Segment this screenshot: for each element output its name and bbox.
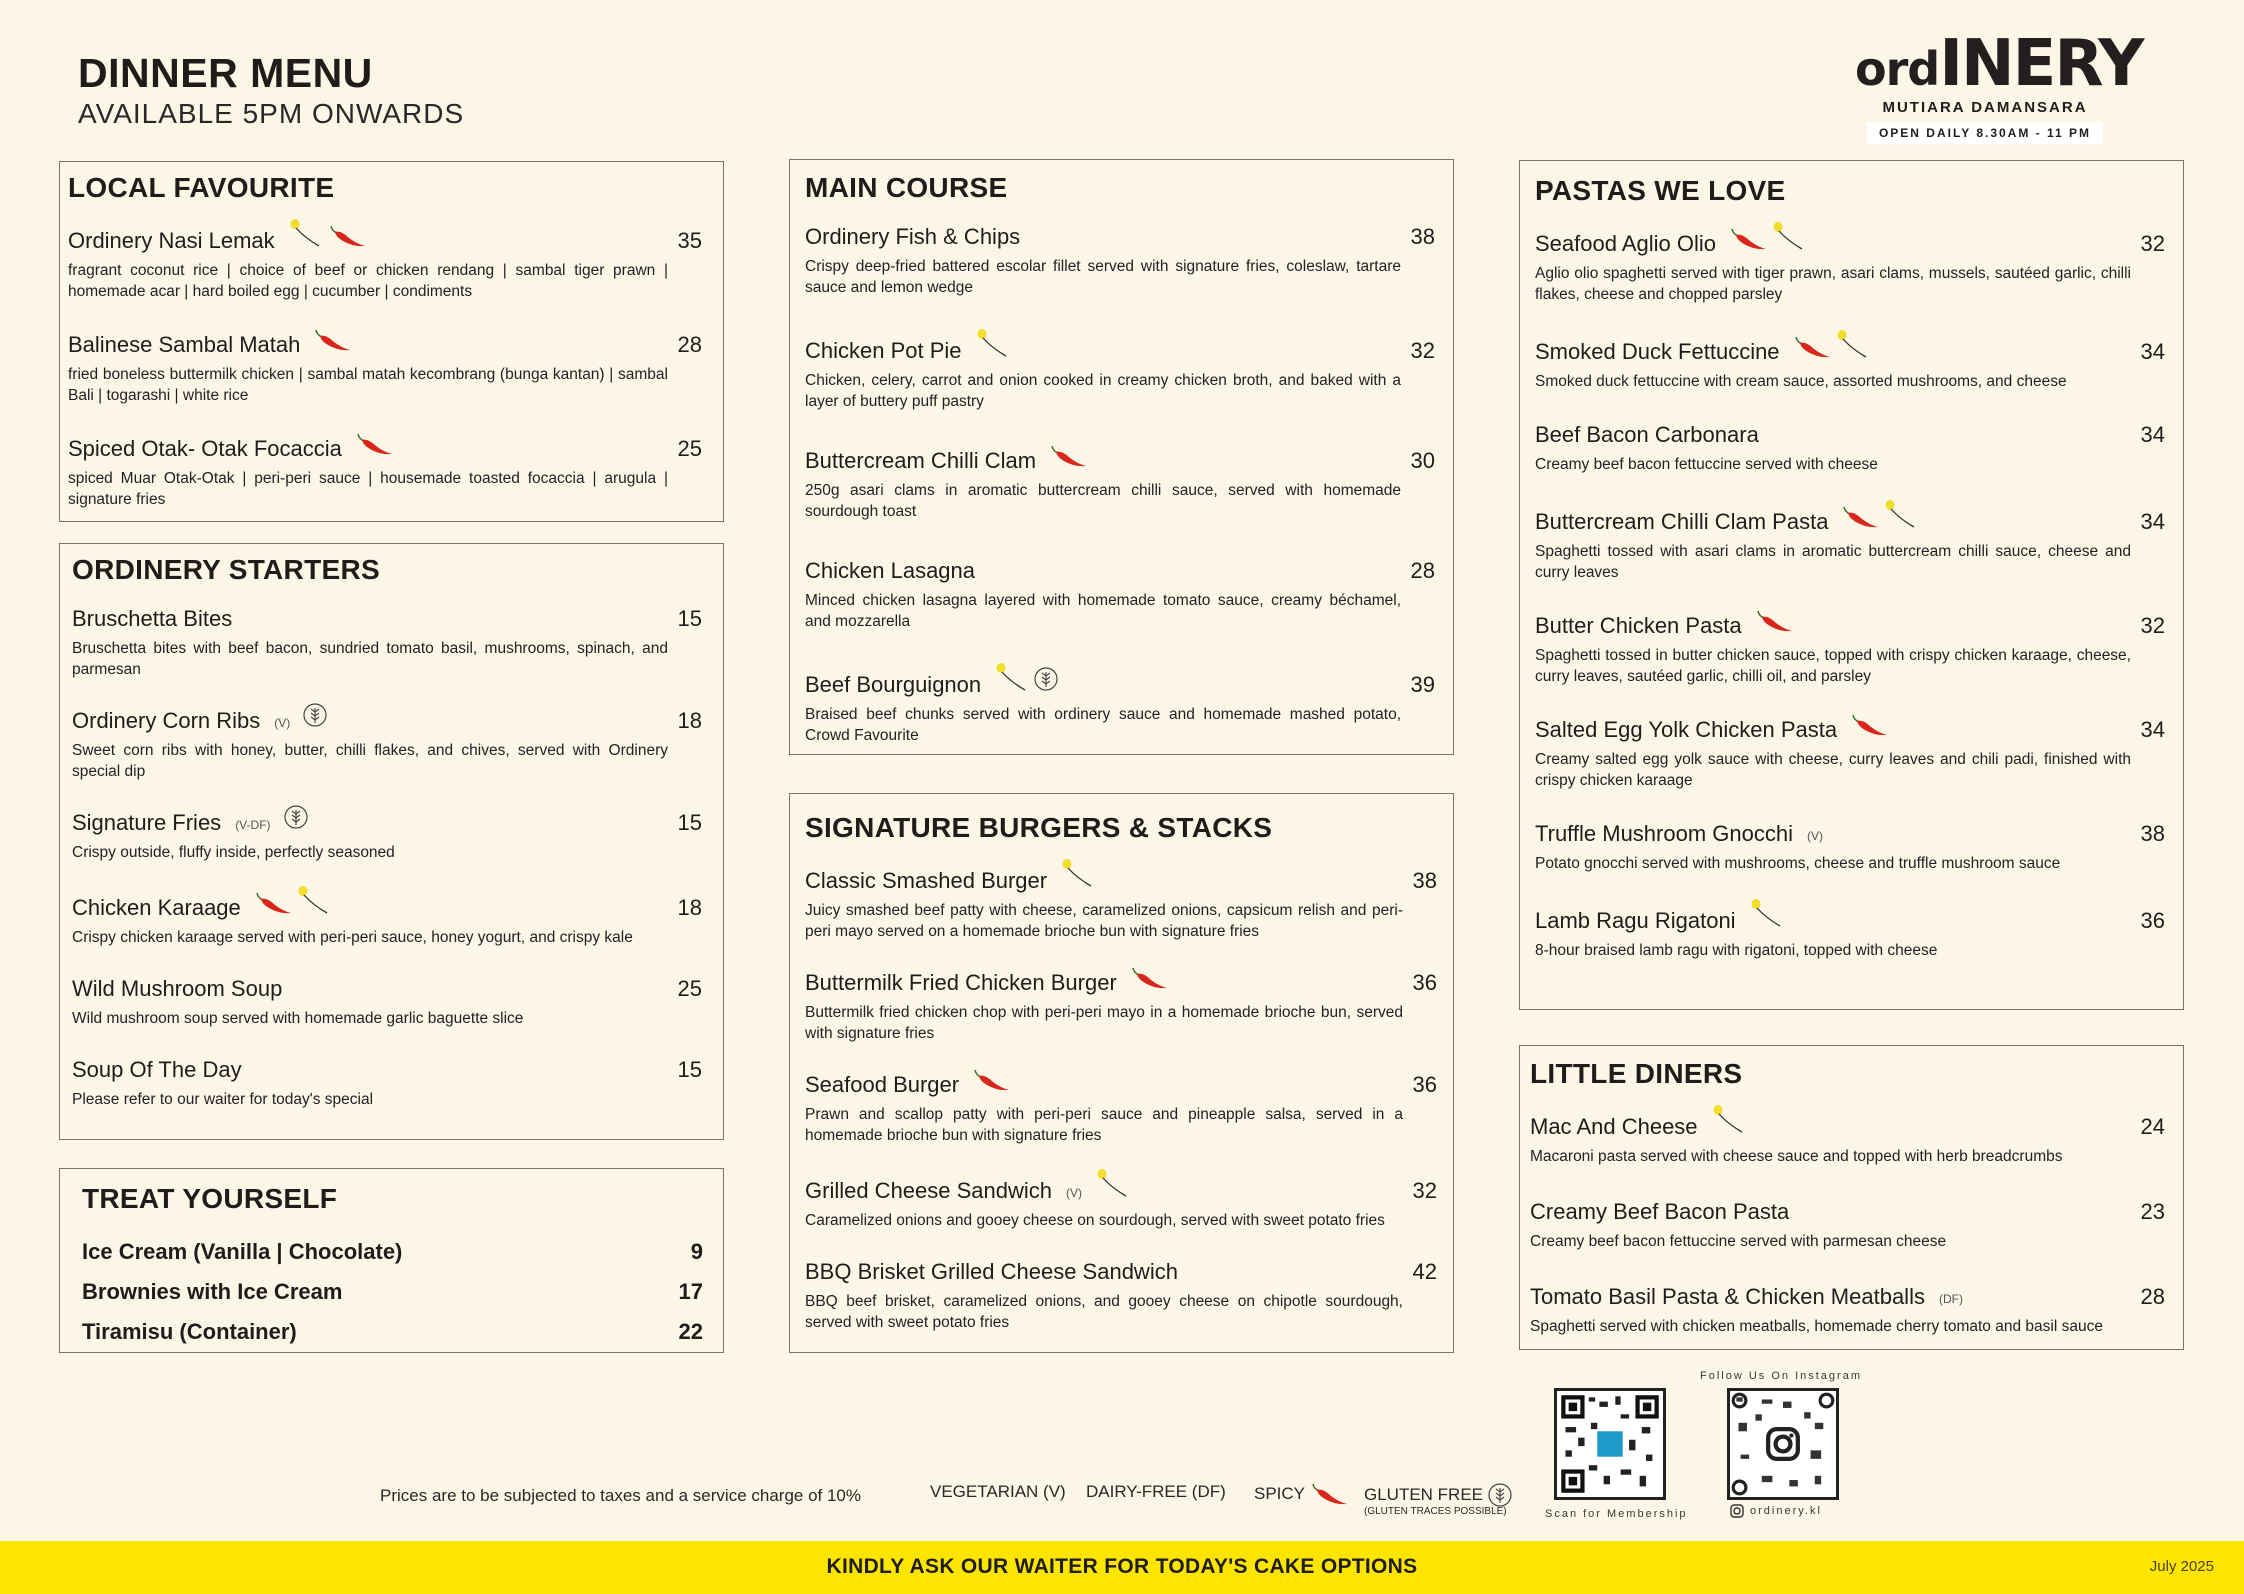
item-icons: [971, 1068, 1011, 1092]
item-name: Smoked Duck Fettuccine: [1535, 339, 1780, 364]
item-description: Juicy smashed beef patty with cheese, caramelized onions, capsicum relish and peri-peri mayo served on a homemade brioche bun with signature fries: [805, 902, 1403, 940]
item-price: 15: [677, 1057, 702, 1082]
instagram-heading: Follow Us On Instagram: [1700, 1370, 1862, 1382]
item-description: Minced chicken lasagna layered with homemade tomato sauce, creamy béchamel, and mozzarella: [805, 592, 1401, 630]
section-treat-yourself: [59, 1168, 724, 1353]
item-icons: [1129, 966, 1169, 990]
item-price: 34: [2140, 717, 2165, 742]
item-name: Mac And Cheese: [1530, 1114, 1698, 1139]
instagram-qr-code[interactable]: [1727, 1388, 1839, 1500]
chili-icon: [354, 432, 394, 456]
item-description: Spaghetti tossed in butter chicken sauce, topped with crispy chicken karaage, cheese, curry leaves, sautéed garlic, chilli oil, and parsley: [1535, 647, 2131, 685]
menu-item: [805, 224, 1441, 298]
item-description: Please refer to our waiter for today's special: [72, 1091, 374, 1108]
menu-item: [1535, 613, 2171, 687]
logo-location: MUTIARA DAMANSARA: [1882, 99, 2088, 116]
yellow-pepper-icon: [295, 885, 333, 915]
menu-date: July 2025: [2149, 1558, 2214, 1575]
item-name: Ice Cream (Vanilla | Chocolate): [82, 1239, 403, 1264]
chili-icon: [1849, 713, 1889, 737]
item-price: 34: [2140, 509, 2165, 534]
item-description: spiced Muar Otak-Otak | peri-peri sauce | housemade toasted focaccia | arugula | signature fries: [68, 470, 668, 508]
item-name: Beef Bacon Carbonara: [1535, 422, 1759, 447]
item-name: Bruschetta Bites: [72, 606, 233, 631]
chili-icon: [253, 891, 293, 915]
item-icons: [1059, 858, 1097, 888]
item-name: Tiramisu (Container): [82, 1319, 297, 1344]
item-name: Buttercream Chilli Clam: [805, 448, 1037, 473]
page-title: DINNER MENU: [78, 50, 373, 96]
yellow-pepper-icon: [1882, 499, 1920, 529]
item-icons: [287, 218, 367, 248]
yellow-pepper-icon: [1834, 329, 1872, 359]
membership-caption: Scan for Membership: [1545, 1508, 1688, 1520]
menu-item: [1535, 904, 2171, 961]
item-icons: [1840, 499, 1920, 529]
item-icons: [1728, 221, 1808, 251]
section-pastas-we-love: [1519, 160, 2184, 1010]
item-description: Spaghetti served with chicken meatballs, homemade cherry tomato and basil sauce: [1530, 1318, 2103, 1335]
instagram-handle-row[interactable]: ordinery.kl: [1730, 1504, 1822, 1518]
item-name: Buttermilk Fried Chicken Burger: [805, 970, 1117, 995]
dietary-tag: (DF): [1938, 1292, 1963, 1306]
section-signature-burgers: [789, 793, 1454, 1353]
yellow-pepper-icon: [1094, 1168, 1132, 1198]
item-icons: [283, 804, 309, 830]
item-price: 28: [2140, 1284, 2165, 1309]
section-title: LOCAL FAVOURITE: [68, 172, 335, 203]
cake-banner-text: KINDLY ASK OUR WAITER FOR TODAY'S CAKE OPTIONS: [826, 1555, 1418, 1578]
menu-item: [1535, 335, 2171, 392]
yellow-pepper-icon: [1748, 898, 1786, 928]
item-price: 32: [1410, 338, 1435, 363]
yellow-pepper-icon: [1770, 221, 1808, 251]
menu-item: [805, 334, 1441, 412]
item-description: Macaroni pasta served with cheese sauce and topped with herb breadcrumbs: [1530, 1148, 2063, 1165]
item-name: Lamb Ragu Rigatoni: [1535, 908, 1736, 933]
item-description: Caramelized onions and gooey cheese on sourdough, served with sweet potato fries: [805, 1212, 1385, 1229]
chili-icon: [1048, 444, 1088, 468]
item-description: Chicken, celery, carrot and onion cooked in creamy chicken broth, and baked with a layer of buttery puff pastry: [805, 372, 1401, 410]
dessert-item: [82, 1279, 711, 1305]
chili-icon: [1754, 609, 1794, 633]
item-name: Seafood Aglio Olio: [1535, 231, 1717, 256]
tax-note: Prices are to be subjected to taxes and a service charge of 10%: [380, 1486, 861, 1505]
menu-item: [72, 708, 708, 782]
dietary-tag: (V-DF): [235, 818, 271, 832]
chili-icon: [1129, 966, 1169, 990]
item-name: Signature Fries: [72, 810, 222, 835]
item-price: 28: [1410, 558, 1435, 583]
item-price: 42: [1412, 1259, 1437, 1284]
item-name: Chicken Karaage: [72, 895, 241, 920]
dietary-tag: (V): [1806, 829, 1823, 843]
chili-icon: [971, 1068, 1011, 1092]
yellow-pepper-icon: [993, 662, 1031, 692]
item-icons: [1754, 609, 1794, 633]
item-price: 32: [1412, 1178, 1437, 1203]
membership-qr-code[interactable]: [1554, 1388, 1666, 1500]
item-icons: [974, 328, 1012, 358]
item-icons: [1792, 329, 1872, 359]
item-icons: [253, 885, 333, 915]
item-name: Salted Egg Yolk Chicken Pasta: [1535, 717, 1838, 742]
item-price: 22: [678, 1319, 703, 1344]
item-name: Tomato Basil Pasta & Chicken Meatballs: [1530, 1284, 1925, 1309]
item-name: Creamy Beef Bacon Pasta: [1530, 1199, 1790, 1224]
menu-item: [805, 668, 1441, 746]
item-price: 15: [677, 810, 702, 835]
section-local-favourite: [59, 161, 724, 522]
menu-item: [1535, 422, 2171, 475]
item-price: 38: [1410, 224, 1435, 249]
item-icons: [312, 328, 352, 352]
chili-icon: [327, 224, 367, 248]
item-price: 34: [2140, 339, 2165, 364]
menu-item: [68, 224, 708, 302]
dessert-item: [82, 1239, 711, 1265]
item-price: 34: [2140, 422, 2165, 447]
item-name: Balinese Sambal Matah: [68, 332, 301, 357]
item-description: Braised beef chunks served with ordinery sauce and homemade mashed potato, Crowd Favourite: [805, 706, 1401, 744]
item-description: Creamy beef bacon fettuccine served with cheese: [1535, 456, 1878, 473]
item-price: 24: [2140, 1114, 2165, 1139]
gluten-traces-note: (GLUTEN TRACES POSSIBLE): [1364, 1506, 1507, 1517]
menu-item: [805, 970, 1443, 1044]
item-price: 36: [2140, 908, 2165, 933]
menu-item: [805, 558, 1441, 632]
item-price: 30: [1410, 448, 1435, 473]
qr-pattern-icon: [1557, 1391, 1663, 1497]
item-description: Bruschetta bites with beef bacon, sundried tomato basil, mushrooms, spinach, and parmesan: [72, 640, 668, 678]
chili-icon: [1309, 1482, 1349, 1506]
item-description: 250g asari clams in aromatic buttercream chilli sauce, served with homemade sourdough toast: [805, 482, 1401, 520]
gluten-free-icon: [283, 804, 309, 830]
item-name: Brownies with Ice Cream: [82, 1279, 343, 1304]
chili-icon: [1840, 505, 1880, 529]
dietary-tag: (V): [274, 716, 291, 730]
menu-item: [68, 436, 708, 510]
yellow-pepper-icon: [974, 328, 1012, 358]
brand-logo: [1855, 27, 2143, 144]
menu-item: [805, 448, 1441, 522]
menu-item: [72, 606, 708, 680]
section-title: ORDINERY STARTERS: [72, 554, 380, 585]
item-name: Grilled Cheese Sandwich: [805, 1178, 1053, 1203]
menu-item: [1530, 1284, 2171, 1337]
cake-banner: [0, 1541, 2244, 1594]
item-price: 39: [1410, 672, 1435, 697]
menu-item: [72, 976, 708, 1029]
item-name: Chicken Pot Pie: [805, 338, 962, 363]
instagram-icon: [1730, 1391, 1836, 1497]
menu-item: [1530, 1199, 2171, 1252]
item-description: 8-hour braised lamb ragu with rigatoni, topped with cheese: [1535, 942, 1938, 959]
item-price: 38: [1412, 868, 1437, 893]
item-name: Classic Smashed Burger: [805, 868, 1048, 893]
page-subtitle: AVAILABLE 5PM ONWARDS: [78, 98, 465, 129]
item-price: 18: [677, 895, 702, 920]
item-name: Buttercream Chilli Clam Pasta: [1535, 509, 1829, 534]
item-description: Buttermilk fried chicken chop with peri-peri mayo in a homemade brioche bun, served with signature fries: [805, 1004, 1403, 1042]
item-name: Ordinery Corn Ribs: [72, 708, 261, 733]
item-name: Truffle Mushroom Gnocchi: [1535, 821, 1793, 846]
item-name: Soup Of The Day: [72, 1057, 242, 1082]
item-price: 18: [677, 708, 702, 733]
item-price: 35: [677, 228, 702, 253]
menu-item: [1535, 717, 2171, 791]
section-title: PASTAS WE LOVE: [1535, 175, 1786, 206]
menu-item: [72, 891, 708, 948]
menu-item: [72, 1057, 708, 1110]
item-description: Crispy chicken karaage served with peri-peri sauce, honey yogurt, and crispy kale: [72, 929, 633, 946]
item-price: 25: [677, 436, 702, 461]
item-price: 38: [2140, 821, 2165, 846]
item-price: 17: [678, 1279, 703, 1304]
item-description: fried boneless buttermilk chicken | sambal matah kecombrang (bunga kantan) | sambal Bali | togarashi | white rice: [68, 366, 668, 404]
item-icons: [354, 432, 394, 456]
item-icons: [993, 662, 1059, 692]
item-name: Chicken Lasagna: [805, 558, 976, 583]
item-price: 9: [690, 1239, 703, 1264]
item-description: Spaghetti tossed with asari clams in aromatic buttercream chilli sauce, cheese and curry leaves: [1535, 543, 2131, 581]
gluten-free-icon: [1033, 666, 1059, 692]
item-name: Seafood Burger: [805, 1072, 960, 1097]
section-ordinery-starters: [59, 543, 724, 1140]
item-description: Prawn and scallop patty with peri-peri sauce and pineapple salsa, served in a homemade brioche bun with signature fries: [805, 1106, 1403, 1144]
item-price: 28: [677, 332, 702, 357]
chili-icon: [1792, 335, 1832, 359]
menu-item: [805, 1174, 1443, 1231]
item-price: 36: [1412, 1072, 1437, 1097]
item-icons: [1048, 444, 1088, 468]
item-description: fragrant coconut rice | choice of beef or chicken rendang | sambal tiger prawn | homemade acar | hard boiled egg | cucumber | condiments: [68, 262, 668, 300]
legend-gluten-free: GLUTEN FREE (GLUTEN TRACES POSSIBLE): [1364, 1482, 1513, 1508]
section-little-diners: [1519, 1045, 2184, 1350]
dietary-tag: (V): [1066, 1186, 1083, 1200]
logo-wordmark: ordINERY: [1855, 27, 2143, 101]
item-name: Spiced Otak- Otak Focaccia: [68, 436, 342, 461]
chili-icon: [312, 328, 352, 352]
item-name: Wild Mushroom Soup: [72, 976, 283, 1001]
item-description: Potato gnocchi served with mushrooms, cheese and truffle mushroom sauce: [1535, 855, 2061, 872]
menu-item: [805, 864, 1443, 942]
menu-item: [72, 810, 708, 863]
legend-dairy-free: DAIRY-FREE (DF): [1086, 1482, 1226, 1501]
item-price: 25: [677, 976, 702, 1001]
item-description: Creamy salted egg yolk sauce with cheese, curry leaves and chili padi, finished with crispy chicken karaage: [1535, 751, 2131, 789]
item-name: Beef Bourguignon: [805, 672, 982, 697]
item-name: BBQ Brisket Grilled Cheese Sandwich: [805, 1259, 1178, 1284]
item-icons: [1849, 713, 1889, 737]
instagram-small-icon: [1730, 1504, 1744, 1518]
yellow-pepper-icon: [1059, 858, 1097, 888]
item-name: Ordinery Nasi Lemak: [68, 228, 275, 253]
item-description: Aglio olio spaghetti served with tiger prawn, asari clams, mussels, sautéed garlic, chilli flakes, cheese and chopped parsley: [1535, 265, 2131, 303]
menu-item: [805, 1259, 1443, 1333]
section-title: SIGNATURE BURGERS & STACKS: [805, 812, 1273, 843]
item-icons: [1710, 1104, 1748, 1134]
item-price: 36: [1412, 970, 1437, 995]
yellow-pepper-icon: [1710, 1104, 1748, 1134]
item-price: 32: [2140, 231, 2165, 256]
item-price: 23: [2140, 1199, 2165, 1224]
item-price: 32: [2140, 613, 2165, 638]
item-description: Crispy deep-fried battered escolar fillet served with signature fries, coleslaw, tartare sauce and lemon wedge: [805, 258, 1401, 296]
legend-spicy: SPICY: [1254, 1482, 1349, 1506]
item-name: Ordinery Fish & Chips: [805, 224, 1021, 249]
gluten-free-icon: [302, 702, 328, 728]
menu-item: [68, 332, 708, 406]
item-icons: [1094, 1168, 1132, 1198]
item-description: Smoked duck fettuccine with cream sauce, assorted mushrooms, and cheese: [1535, 373, 2067, 390]
legend-vegetarian: VEGETARIAN (V): [930, 1482, 1066, 1501]
opening-hours: OPEN DAILY 8.30AM - 11 PM: [1867, 122, 2103, 144]
item-description: Creamy beef bacon fettuccine served with parmesan cheese: [1530, 1233, 1947, 1250]
section-title: MAIN COURSE: [805, 172, 1008, 203]
item-price: 15: [677, 606, 702, 631]
dessert-item: [82, 1319, 711, 1345]
item-description: Wild mushroom soup served with homemade garlic baguette slice: [72, 1010, 524, 1027]
menu-item: [1535, 227, 2171, 305]
chili-icon: [1728, 227, 1768, 251]
section-main-course: [789, 159, 1454, 755]
item-name: Butter Chicken Pasta: [1535, 613, 1742, 638]
yellow-pepper-icon: [287, 218, 325, 248]
gluten-free-icon: [1487, 1482, 1513, 1508]
item-description: Crispy outside, fluffy inside, perfectly seasoned: [72, 844, 395, 861]
item-icons: [1748, 898, 1786, 928]
menu-item: [1535, 505, 2171, 583]
section-title: LITTLE DINERS: [1530, 1058, 1743, 1089]
section-title: TREAT YOURSELF: [82, 1183, 338, 1214]
menu-item: [1535, 821, 2171, 874]
menu-item: [805, 1072, 1443, 1146]
item-icons: [302, 702, 328, 728]
item-description: BBQ beef brisket, caramelized onions, and gooey cheese on chipotle sourdough, served with sweet potato fries: [805, 1293, 1403, 1331]
item-description: Sweet corn ribs with honey, butter, chilli flakes, and chives, served with Ordinery special dip: [72, 742, 668, 780]
menu-item: [1530, 1110, 2171, 1167]
